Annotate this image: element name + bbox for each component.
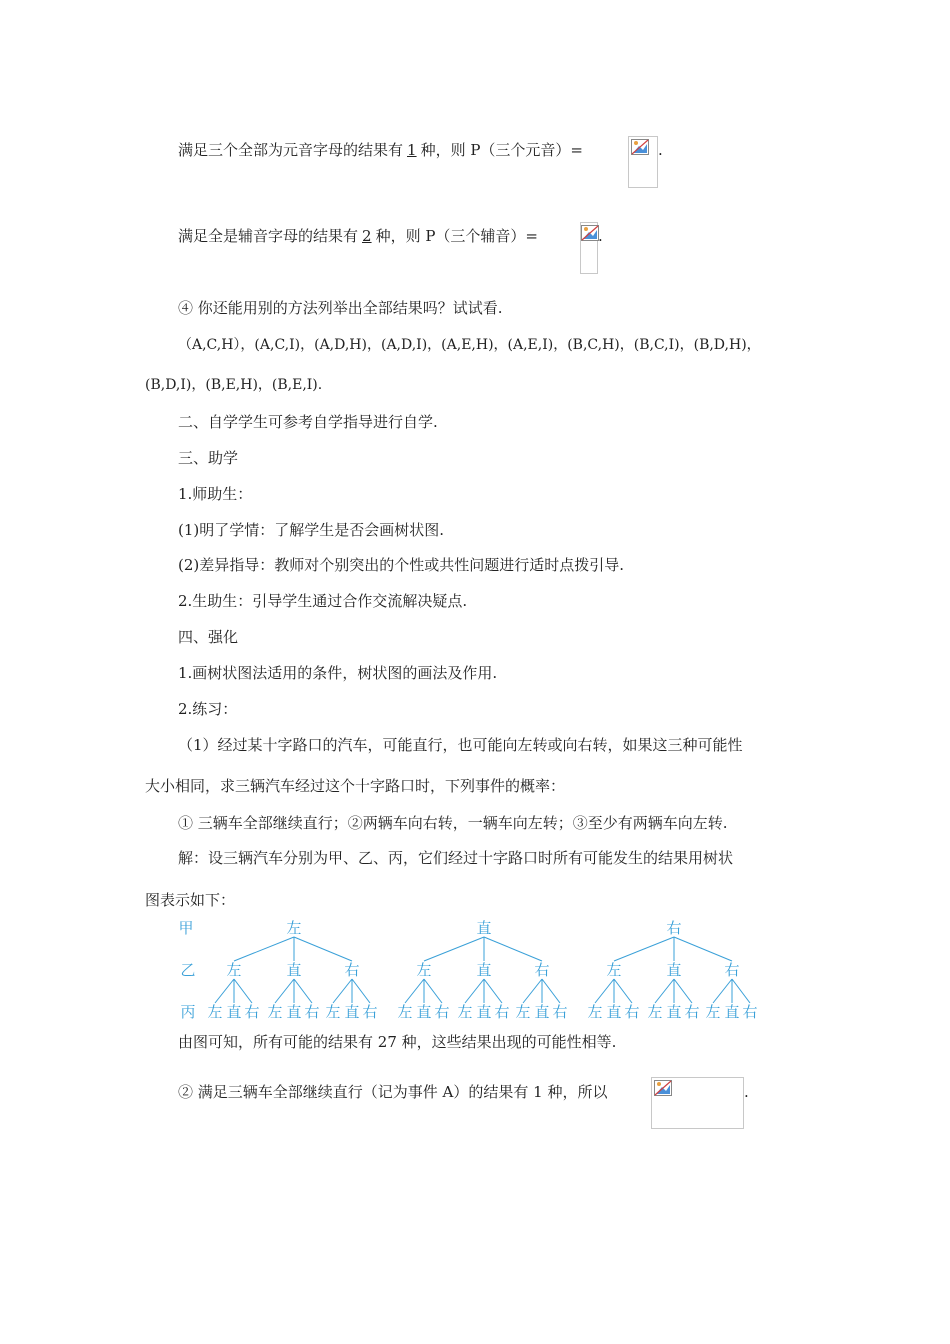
tree-level3-node: 右: [434, 1003, 450, 1021]
tree-level2-node: 直: [476, 961, 492, 979]
line-8: 1.师助生：: [178, 485, 253, 503]
tree-diagram: [0, 912, 950, 1024]
tree-level2-node: 直: [666, 961, 682, 979]
tree-level1-node: 直: [476, 919, 492, 937]
tree-level2-node: 右: [534, 961, 550, 979]
tree-level3-node: 左: [647, 1003, 663, 1021]
tree-level3-node: 直: [666, 1003, 682, 1021]
tree-level3-node: 右: [552, 1003, 568, 1021]
tree-branch: [234, 937, 294, 961]
tree-level3-node: 直: [534, 1003, 550, 1021]
tree-level3-node: 左: [207, 1003, 223, 1021]
line-6: 二、自学学生可参考自学指导进行自学.: [178, 413, 438, 431]
tree-branch: [713, 979, 732, 1003]
line-20: 由图可知，所有可能的结果有 27 种，这些结果出现的可能性相等.: [178, 1033, 617, 1051]
tree-row-label-1: 甲: [178, 919, 194, 937]
tree-branch: [234, 979, 252, 1003]
tree-branch: [674, 937, 732, 961]
tree-branch: [655, 979, 674, 1003]
line-4: （A,C,H），(A,C,I)，(A,D,H)，(A,D,I)，(A,E,H)，(A,E,I)，(B,C,H)，(B,C,I)，(B,D,H)，: [178, 337, 761, 353]
line-15: （1）经过某十字路口的汽车，可能直行，也可能向左转或向右转，如果这三种可能性: [178, 736, 743, 754]
line-10: (2)差异指导：教师对个别突出的个性或共性问题进行适时点拨引导.: [178, 556, 625, 574]
tree-branch: [405, 979, 424, 1003]
tree-branch: [294, 979, 312, 1003]
line-9: (1)明了学情：了解学生是否会画树状图.: [178, 521, 445, 539]
line-19: 图表示如下：: [145, 891, 236, 909]
tree-branch: [674, 979, 692, 1003]
tree-level2-node: 直: [286, 961, 302, 979]
tree-level1-node: 右: [666, 919, 682, 937]
tree-branch: [542, 979, 560, 1003]
tree-level3-node: 直: [476, 1003, 492, 1021]
tree-level3-node: 直: [226, 1003, 242, 1021]
tree-level2-node: 左: [606, 961, 622, 979]
tree-level3-node: 左: [705, 1003, 721, 1021]
line-13: 1.画树状图法适用的条件，树状图的画法及作用.: [178, 664, 498, 682]
tree-branch: [294, 937, 352, 961]
tree-level3-node: 直: [724, 1003, 740, 1021]
tree-level3-node: 左: [397, 1003, 413, 1021]
line-1-value: 1: [407, 141, 417, 159]
tree-level3-node: 右: [624, 1003, 640, 1021]
tree-level2-node: 左: [416, 961, 432, 979]
tree-level3-node: 左: [587, 1003, 603, 1021]
tree-level3-node: 直: [416, 1003, 432, 1021]
tree-row-label-2: 乙: [180, 961, 196, 979]
tree-branch: [484, 937, 542, 961]
tree-branch: [275, 979, 294, 1003]
tree-branch: [215, 979, 234, 1003]
tree-row-label-3: 丙: [180, 1003, 196, 1021]
tree-branch: [424, 937, 484, 961]
line-7: 三、助学: [178, 449, 239, 467]
tree-level3-node: 右: [684, 1003, 700, 1021]
line-2-pre: 满足全是辅音字母的结果有: [178, 227, 359, 245]
tree-branch: [333, 979, 352, 1003]
tree-level2-node: 右: [724, 961, 740, 979]
broken-image-icon: [581, 225, 599, 241]
tree-branch: [732, 979, 750, 1003]
line-5: (B,D,I)，(B,E,H)，(B,E,I).: [145, 377, 323, 393]
tree-level3-node: 直: [286, 1003, 302, 1021]
line-2-value: 2: [362, 227, 372, 245]
tree-level3-node: 直: [344, 1003, 360, 1021]
tree-level3-node: 右: [244, 1003, 260, 1021]
tree-level3-node: 右: [494, 1003, 510, 1021]
tree-branch: [614, 979, 632, 1003]
tree-level3-node: 右: [742, 1003, 758, 1021]
tree-level2-node: 右: [344, 961, 360, 979]
formula-image-3: [651, 1077, 744, 1129]
tree-level2-node: 左: [226, 961, 242, 979]
tree-branch: [484, 979, 502, 1003]
line-11: 2.生助生：引导学生通过合作交流解决疑点.: [178, 592, 468, 610]
tree-level3-node: 左: [457, 1003, 473, 1021]
tree-level3-node: 右: [304, 1003, 320, 1021]
tree-level3-node: 直: [606, 1003, 622, 1021]
broken-image-icon: [654, 1080, 672, 1096]
tree-level3-node: 左: [267, 1003, 283, 1021]
line-14: 2.练习：: [178, 700, 238, 718]
tree-level3-node: 左: [325, 1003, 341, 1021]
line-1: [178, 140, 583, 160]
tree-branch: [352, 979, 370, 1003]
line-1-end: .: [658, 141, 663, 159]
tree-level3-node: 右: [362, 1003, 378, 1021]
line-18: 解：设三辆汽车分别为甲、乙、丙，它们经过十字路口时所有可能发生的结果用树状: [178, 849, 734, 867]
formula-image-1: [628, 136, 658, 188]
line-12: 四、强化: [178, 628, 239, 646]
tree-branch: [523, 979, 542, 1003]
tree-branch: [614, 937, 674, 961]
line-17: ① 三辆车全部继续直行；②两辆车向右转，一辆车向左转；③至少有两辆车向左转.: [178, 814, 728, 832]
tree-branch: [424, 979, 442, 1003]
line-1-pre: 满足三个全部为元音字母的结果有: [178, 141, 404, 159]
broken-image-icon: [631, 139, 649, 155]
line-2-post: 种，则 P（三个辅音）=: [375, 227, 538, 245]
tree-level3-node: 左: [515, 1003, 531, 1021]
line-3: ④ 你还能用别的方法列举出全部结果吗？试试看.: [178, 299, 503, 317]
tree-branch: [595, 979, 614, 1003]
line-16: 大小相同，求三辆汽车经过这个十字路口时，下列事件的概率：: [145, 777, 566, 795]
formula-image-2: [580, 222, 598, 274]
line-21: ② 满足三辆车全部继续直行（记为事件 A）的结果有 1 种，所以: [178, 1083, 608, 1101]
line-21-end: .: [744, 1083, 749, 1101]
line-2-end: .: [598, 227, 603, 245]
line-2: [178, 226, 538, 246]
tree-branch: [465, 979, 484, 1003]
line-1-post: 种，则 P（三个元音）=: [420, 141, 583, 159]
tree-level1-node: 左: [286, 919, 302, 937]
